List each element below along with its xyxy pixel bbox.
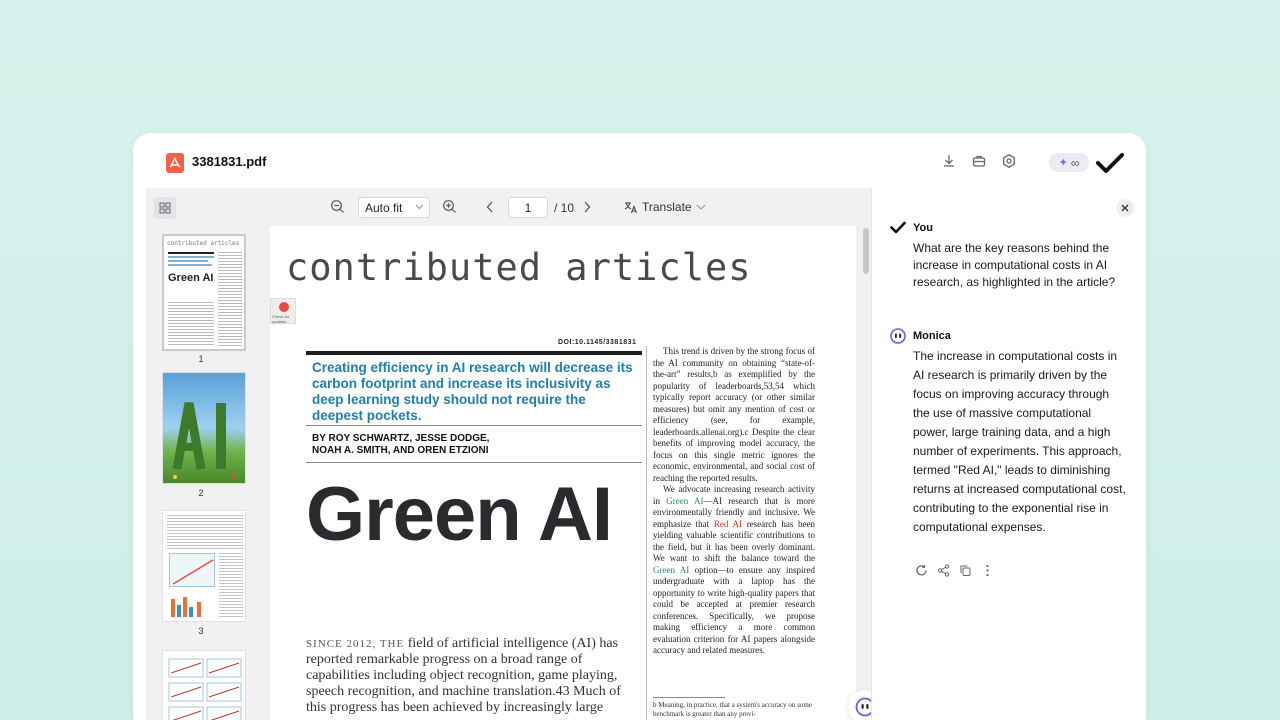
prev-page-button[interactable] (486, 200, 494, 218)
chevron-down-icon (415, 204, 424, 210)
footnote-divider (653, 697, 725, 698)
lead-summary: Creating efficiency in AI research will decrease its carbon footprint and increase its inclusivity as deep learning study should not require the deepest pockets. (306, 351, 642, 426)
page-total: / 10 (554, 201, 575, 215)
monica-avatar-icon (890, 328, 906, 344)
column-paragraph-1: This trend is driven by the strong focus of the AI community on obtaining “state-of-the-art” results,b as exemplified by the popularity of leaderboards,53,54 which typically report accuracy (or other similar measures) but omit any mention of cost or efficiency (see, for example, leaderboards.allenai.org).c Despite the clear benefits of improving model accuracy, the focus on this single metric ignores the economic, environmental, and social cost of reaching the reported results. (653, 346, 815, 483)
red-ai-link: Red AI (713, 518, 743, 529)
bot-message: The increase in computational costs in AI research is primarily driven by the focus on improving accuracy through the use of massive computational power, large training data, and a high number of experiments. This approach, termed "Red AI," leads to diminishing returns at increased computational cost, contributing to the exponential rise in computational expenses. (913, 349, 1126, 534)
thumb-lead (168, 252, 214, 274)
thumb-chart (169, 553, 215, 587)
thumb-section-label: contributed articles (167, 240, 240, 247)
section-heading: contributed articles (286, 246, 752, 289)
chat-panel (871, 188, 1146, 720)
download-icon[interactable] (941, 153, 959, 171)
thumbnail-page-4[interactable] (162, 650, 246, 720)
thumb-text-column (218, 252, 242, 346)
bot-name: Monica (913, 330, 951, 342)
pdf-page (270, 226, 856, 720)
green-ai-link: Green AI (653, 564, 690, 575)
message-actions (915, 564, 995, 578)
title-bar (133, 133, 1146, 188)
thumbnail-page-3[interactable] (162, 510, 246, 622)
copy-icon[interactable] (959, 564, 973, 578)
zoom-in-button[interactable] (442, 199, 458, 215)
column-paragraph-2: We advocate increasing research activity in Green AI—AI research that is more environmentally friendly and inclusive. We emphasize that Red AI research has been yielding valuable scientific contributions to the field, but it has been overly dominant. We want to shift the balance toward the Green AI option—to ensure any inspired undergraduate with a laptop has the opportunity to write high-quality papers that could be accepted at premier research conferences. Specifically, we propose making efficiency a more common evaluation criterion for AI papers alongside accuracy and related measures. (653, 484, 816, 655)
thumbnail-number: 3 (198, 626, 204, 636)
translate-label: Translate (642, 200, 692, 214)
authors-line: NOAH A. SMITH, AND OREN ETZIONI (312, 445, 489, 456)
zoom-out-button[interactable] (330, 199, 346, 215)
intro-smallcaps: SINCE 2012, THE (306, 638, 405, 650)
intro-paragraph (306, 636, 644, 716)
chevron-left-icon (486, 201, 494, 213)
thumb-title: Green AI (168, 272, 214, 284)
user-message-header (890, 221, 933, 234)
app-window (133, 133, 1146, 720)
thumb-bar-chart (169, 593, 215, 617)
translate-icon (624, 201, 638, 214)
thumbnail-number: 1 (198, 354, 204, 364)
grid-icon (159, 202, 171, 214)
next-page-button[interactable] (583, 200, 591, 218)
green-ai-link: Green AI (666, 495, 704, 506)
article-title: Green AI (306, 472, 612, 557)
thumbnail-page-2[interactable] (162, 372, 246, 484)
footnote: b Meaning, in practice, that a system's accuracy on some benchmark is greater than any previ- (653, 701, 812, 718)
chevron-right-icon (583, 201, 591, 213)
authors-line: BY ROY SCHWARTZ, JESSE DODGE, (312, 433, 490, 444)
page-number-input[interactable]: 1 (508, 197, 548, 218)
page-scrollbar[interactable] (863, 228, 869, 274)
sparkle-icon: ✦ (1058, 157, 1068, 169)
checkmark-icon[interactable] (1096, 152, 1124, 179)
doi-label: DOI:10.1145/3381831 (558, 339, 637, 346)
briefcase-icon[interactable] (971, 153, 989, 171)
zoom-select-value: Auto fit (365, 201, 403, 215)
more-icon[interactable] (981, 564, 995, 578)
file-name: 3381831.pdf (192, 154, 267, 169)
share-icon[interactable] (937, 564, 951, 578)
credits-badge[interactable] (1049, 153, 1089, 172)
check-updates-label: Check for updates (272, 314, 290, 324)
authors (312, 433, 642, 457)
close-icon (1121, 204, 1129, 212)
bot-message-header (890, 328, 951, 344)
pdf-viewer (146, 188, 871, 720)
green-ai-plant-image (163, 373, 247, 485)
intro-text: field of artificial intelligence (AI) has reported remarkable progress on a broad range of capabilities including object recognition, game playing, speech recognition, and machine translation.43 Much of this progress has been achieved by increasingly large (306, 636, 621, 715)
chevron-down-icon (696, 204, 706, 210)
viewer-toolbar (146, 188, 871, 226)
pdf-file-icon (166, 153, 184, 173)
close-chat-button[interactable] (1116, 199, 1134, 217)
thumbnail-page-1[interactable] (162, 234, 246, 351)
check-updates-badge[interactable] (270, 298, 296, 324)
refresh-icon[interactable] (915, 564, 929, 578)
check-updates-icon (279, 302, 289, 312)
credits-value: ∞ (1070, 155, 1080, 170)
zoom-out-icon (330, 199, 345, 214)
zoom-in-icon (442, 199, 457, 214)
user-avatar-icon (890, 221, 906, 234)
thumbnail-number: 2 (198, 488, 204, 498)
thumbnail-sidebar (146, 226, 256, 720)
settings-icon[interactable] (1001, 153, 1019, 171)
zoom-select[interactable] (358, 197, 430, 218)
right-column (653, 346, 815, 657)
column-divider (646, 346, 647, 720)
thumb-text-block (168, 302, 214, 346)
translate-button[interactable] (624, 200, 706, 214)
user-name: You (913, 221, 933, 234)
user-message: What are the key reasons behind the increase in computational costs in AI research, as highlighted in the article? (913, 241, 1116, 289)
divider (306, 462, 642, 463)
thumbnail-grid-button[interactable] (154, 197, 176, 219)
